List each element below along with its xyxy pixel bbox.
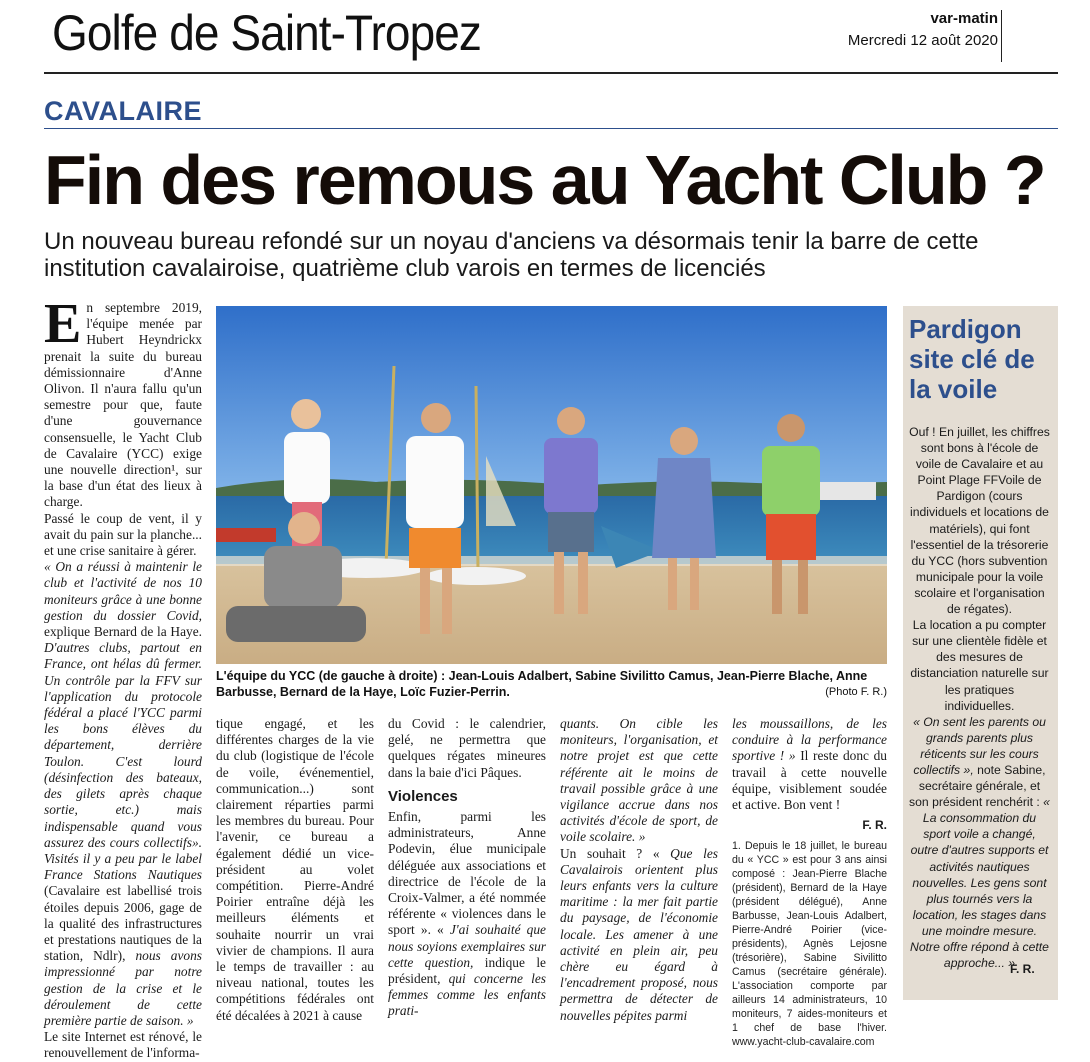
paragraph: tique engagé, et les différentes charges de la vie du club (logistique de l'école de voile, événementiel, communication...) sont clairement réparties parmi les membres du bureau. Pour l'avenir, ce bureau a également dédié un vice-président au volet compétition. Pierre-André Poirier entraîne déjà les meilleurs éléments et souhaite nourrir un vrai vivier de champions. Il aura le temps de travailler : au niveau national, toutes les compétitions fédérales ont été décalées à 2021 à cause xyxy=(216,716,374,1023)
sidebar-title: Pardigon site clé de la voile xyxy=(909,314,1035,404)
article-column-5 xyxy=(732,716,887,1049)
footnote: 1. Depuis le 18 juillet, le bureau du « YCC » est pour 3 ans ainsi composé : Jean-Pierre Blache (président), Bernard de la Haye (président délégué), Anne Barbusse, Jean-Louis Adalbert, Pierre-André Poirier (vice-présidents), Agnès Lejosne (trésorière), Sabine Sivilitto Camus (secrétaire générale). L'association comporte par ailleurs 14 administrateurs, 10 moniteurs, 7 aides-moniteurs et 1 chef de base l'hiver. www.yacht-club-cavalaire.com xyxy=(732,840,887,1049)
photo-caption: L'équipe du YCC (de gauche à droite) : Jean-Louis Adalbert, Sabine Sivilitto Camus, Jean-Pierre Blache, Anne Barbusse, Bernard de la Haye, Loïc Fuzier-Perrin. xyxy=(216,669,868,699)
sidebar-paragraph: Ouf ! En juillet, les chiffres sont bons à l'école de voile de Cavalaire et au Point Plage FFVoile de Pardigon (cours individuels et locations de matériels), qui font l'essentiel de la trésorerie du YCC (hors subvention municipale pour la voile scolaire et l'organisation de régates). xyxy=(909,425,1050,617)
paragraph: du Covid : le calendrier, gelé, ne permettra que quelques régates mineures dans la baie d'ici Pâques. xyxy=(388,716,546,780)
subheading-violences: Violences xyxy=(388,787,458,805)
section-title: Golfe de Saint-Tropez xyxy=(52,5,481,61)
paragraph: Le site Internet est rénové, le renouvellement de l'informa- xyxy=(44,1029,202,1061)
deck: Un nouveau bureau refondé sur un noyau d'anciens va désormais tenir la barre de cette institution cavalairoise, quatrième club varois en termes de licenciés xyxy=(44,228,979,282)
paragraph: Un souhait ? « Que les Cavalairois orientent plus leurs enfants vers la culture maritime : la mer fait partie du paysage, de l'économie locale. Les amener à une activité en plein air, peu chère eu égard à l'encadrement proposé, nous permettra de détecter de nouvelles pépites parmi xyxy=(560,845,718,1023)
masthead xyxy=(44,0,1058,74)
photo-credit: (Photo F. R.) xyxy=(825,686,887,698)
newspaper-name: var-matin xyxy=(930,10,998,27)
article-column-1 xyxy=(44,293,202,1062)
paragraph: les moussaillons, de les conduire à la performance sportive ! » Il reste donc du travail à cette nouvelle équipe, visiblement soudée et active. Bon vent ! xyxy=(732,716,887,813)
article-column-4 xyxy=(560,716,718,1024)
paragraph: quants. On cible les moniteurs, l'organisation, et notre projet est que cette référente ait le moins de travail possible grâce à une vigilance accrue dans nos activités d'école de sport, de voile scolaire. » xyxy=(560,716,718,845)
article-column-3 xyxy=(388,716,546,1020)
paragraph: En septembre 2019, l'équipe menée par Hubert Heyndrickx prenait la suite du bureau démissionnaire d'Anne Olivon. Il n'aura fallu qu'un semestre pour que, faute d'une gouvernance consensuelle, le Yacht Club de Cavalaire (YCC) exige une nouvelle direction¹, sur la base d'un état des lieux à charge. xyxy=(44,293,202,510)
sidebar-signature: F. R. xyxy=(1010,962,1035,976)
rubric-label: CAVALAIRE xyxy=(44,96,202,126)
paragraph: Enfin, parmi les administrateurs, Anne Podevin, élue municipale déléguée aux associations et directrice de l'école de la Croix-Valmer, a été nommée référente « violences dans le sport ». « J'ai souhaité que nous soyions exemplaires sur cette question, indique le président, qui concerne les femmes comme les enfants prati- xyxy=(388,809,546,1019)
team-photo xyxy=(216,306,887,664)
publication-date: Mercredi 12 août 2020 xyxy=(847,32,998,49)
article-column-2 xyxy=(216,716,374,1024)
masthead-divider xyxy=(1001,10,1002,62)
article-signature: F. R. xyxy=(862,818,887,833)
headline: Fin des remous au Yacht Club ? xyxy=(44,141,1045,219)
sidebar-box xyxy=(903,306,1058,1000)
paragraph: « On a réussi à maintenir le club et l'activité de nos 10 moniteurs grâce à une bonne gestion du dossier Covid, explique Bernard de la Haye. D'autres clubs, partout en France, ont hélas dû fermer. Un contrôle par la FFV sur l'application du protocole fédéral a placé l'YCC parmi les bons élèves du département, derrière Toulon. C'est lourd (désinfection des bateaux, des gilets après chaque sortie, etc.) mais indispensable quand vous assurez des cours collectifs». Visités il y a peu par le label France Stations Nautiques (Cavalaire est labellisé trois étoiles depuis 2006, gage de la qualité des infrastructures et prestations nautiques de la station, Ndlr), nous avons impressionné par notre gestion de la crise et le déroulement de cette première partie de saison. » xyxy=(44,559,202,1028)
beach-photo-illustration xyxy=(216,306,887,664)
paragraph: Passé le coup de vent, il y avait du pain sur la planche... et une crise sanitaire à gérer. xyxy=(44,510,202,559)
sidebar-body xyxy=(909,424,1050,971)
sidebar-paragraph: La location a pu compter sur une clientèle fidèle et des mesures de distanciation naturelle sur les pratiques individuelles. xyxy=(910,618,1049,713)
sidebar-paragraph: « On sent les parents ou grands parents plus réticents sur les cours collectifs », note Sabine, secrétaire générale, et son président renchérit : « La consommation du sport voile a changé, outre d'autres supports et activités nautiques nouvelles. Les gens sont plus tournés vers la location, les stages dans une moindre mesure. Notre offre répond à cette approche... » xyxy=(909,714,1050,971)
dropcap: E xyxy=(44,293,82,355)
rubric-divider xyxy=(44,128,1058,129)
